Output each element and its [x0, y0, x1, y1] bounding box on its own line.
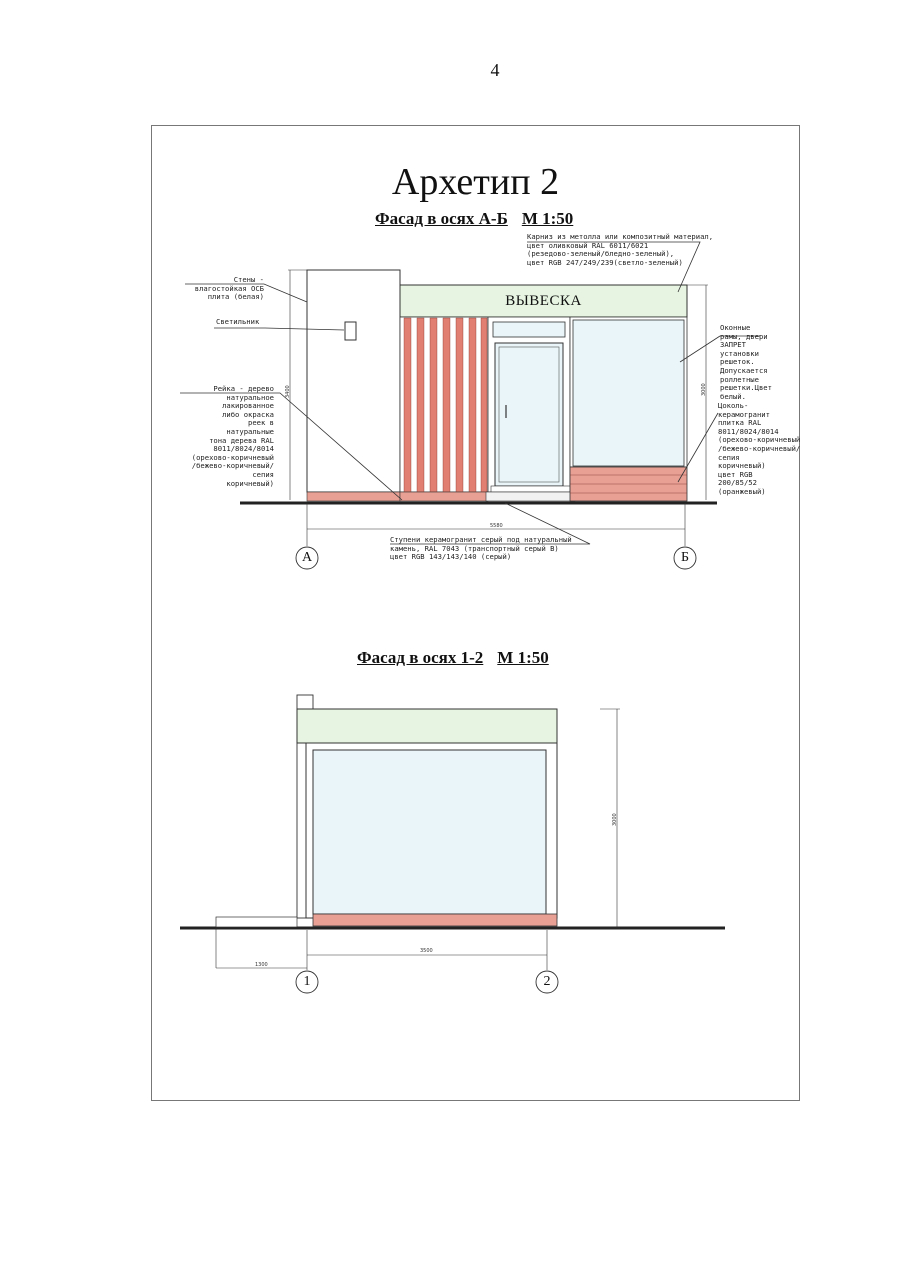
axis-label-b: Б — [680, 550, 690, 565]
axis-label-1: 1 — [303, 974, 311, 989]
door-step-top — [491, 486, 570, 492]
wall-plinth — [307, 492, 400, 501]
door-transom — [493, 322, 565, 337]
note-steps: Ступени керамогранит серый под натуральный камень, RAL 7043 (транспортный серый B) цвет RGB 143/143/140 (серый) — [390, 535, 572, 562]
note-cornice: Карниз из метолла или композитный материал, цвет оливковый RAL 6011/6021 (резедово-зеленый/бледно-зеленый), цвет RGB 247/249/239(светло-зеленый) — [527, 232, 714, 267]
dim-height-right: 3000 — [701, 383, 707, 396]
note-lamp: Светильник — [216, 317, 260, 326]
side-plinth — [313, 914, 557, 926]
side-window — [313, 750, 546, 914]
shop-window — [573, 320, 684, 466]
facade-12-scale: М 1:50 — [497, 648, 549, 667]
entrance-steps — [486, 492, 575, 501]
door — [495, 343, 563, 486]
lamp-fixture — [345, 322, 356, 340]
wall-block — [307, 270, 400, 492]
roof-post — [297, 695, 313, 709]
note-plinth: Цоколь- керамогранит плитка RAL 8011/8024/8014 (орехово-коричневый /бежево-коричневый/ сепия коричневый) цвет RGB 200/85/52 (оранжевый) — [718, 401, 801, 496]
drawing-title: Архетип 2 — [391, 161, 560, 203]
signboard-label: ВЫВЕСКА — [505, 293, 582, 309]
facade-ab-scale: М 1:50 — [521, 209, 574, 228]
axis-label-a: А — [301, 550, 313, 565]
dim-height-side: 3000 — [612, 813, 618, 826]
axis-label-2: 2 — [543, 974, 551, 989]
dim-height-left: 3400 — [285, 385, 291, 398]
page-number: 4 — [490, 60, 500, 80]
note-slats: Рейка - дерево натуральное лакированное либо окраска реек в натуральные тона дерева RAL 8011/8024/8014 (орехово-коричневый /бежево-коричневый/ сепия коричневый) — [191, 384, 274, 488]
slat-plinth — [400, 492, 488, 501]
facade-12-title-text: Фасад в осях 1-2 — [357, 648, 484, 667]
facade-ab-title-text: Фасад в осях А-Б — [375, 209, 508, 228]
note-walls: Стены - влагостойкая ОСБ плита (белая) — [194, 275, 264, 302]
dim-width-ab: 5580 — [490, 523, 503, 529]
facade-12-drawing — [180, 695, 725, 993]
side-step — [216, 917, 297, 927]
dim-offset: 1300 — [255, 962, 268, 968]
cornice-side — [297, 709, 557, 743]
note-windows: Оконные рамы, двери ЗАПРЕТ установки решеток. Допускается роллетные решетки.Цвет белый. — [720, 323, 772, 401]
dim-width-12: 3500 — [420, 948, 433, 954]
